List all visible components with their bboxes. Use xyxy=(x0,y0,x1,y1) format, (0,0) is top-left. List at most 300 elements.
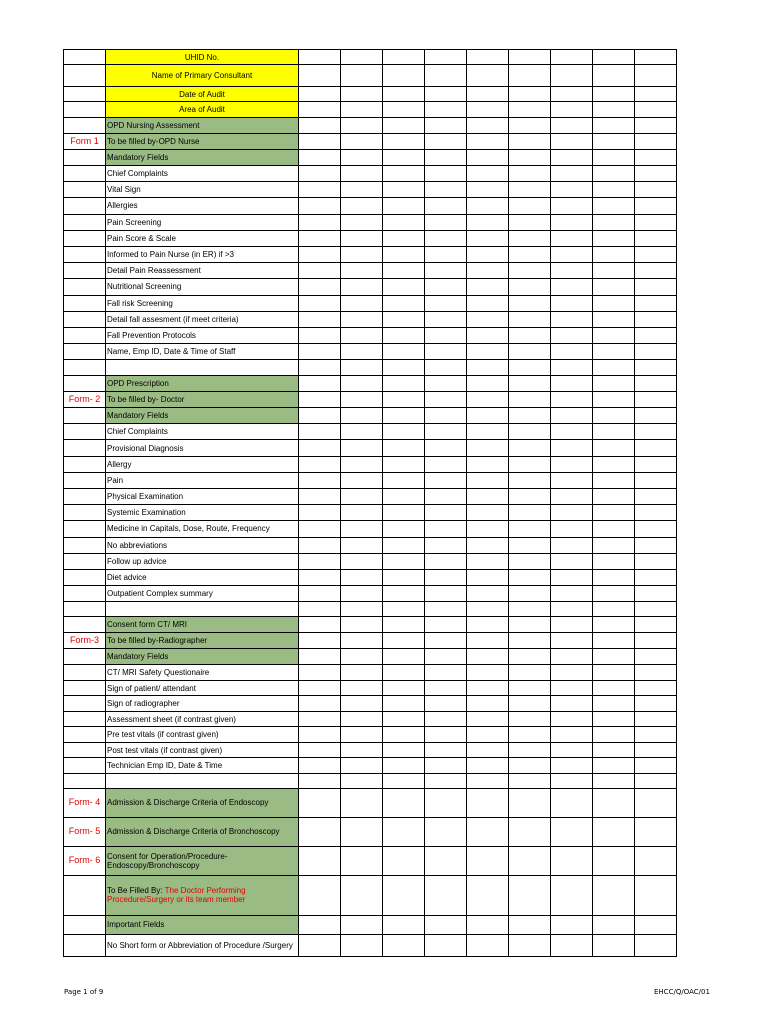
audit-cell[interactable] xyxy=(635,376,677,392)
audit-cell[interactable] xyxy=(299,569,341,585)
audit-cell[interactable] xyxy=(635,773,677,788)
audit-cell[interactable] xyxy=(467,472,509,488)
audit-cell[interactable] xyxy=(425,408,467,424)
audit-cell[interactable] xyxy=(593,711,635,727)
audit-cell[interactable] xyxy=(299,102,341,118)
audit-cell[interactable] xyxy=(551,456,593,472)
audit-cell[interactable] xyxy=(635,311,677,327)
audit-cell[interactable] xyxy=(509,408,551,424)
audit-cell[interactable] xyxy=(383,376,425,392)
audit-cell[interactable] xyxy=(299,424,341,440)
audit-cell[interactable] xyxy=(635,134,677,150)
audit-cell[interactable] xyxy=(551,246,593,262)
audit-cell[interactable] xyxy=(383,246,425,262)
audit-cell[interactable] xyxy=(467,50,509,65)
audit-cell[interactable] xyxy=(383,263,425,279)
audit-cell[interactable] xyxy=(593,246,635,262)
audit-cell[interactable] xyxy=(383,680,425,696)
audit-cell[interactable] xyxy=(299,617,341,633)
audit-cell[interactable] xyxy=(383,102,425,118)
audit-cell[interactable] xyxy=(509,649,551,665)
audit-cell[interactable] xyxy=(509,65,551,87)
audit-cell[interactable] xyxy=(425,489,467,505)
audit-cell[interactable] xyxy=(383,360,425,376)
audit-cell[interactable] xyxy=(551,505,593,521)
audit-cell[interactable] xyxy=(467,915,509,934)
audit-cell[interactable] xyxy=(341,87,383,102)
audit-cell[interactable] xyxy=(467,553,509,569)
audit-cell[interactable] xyxy=(383,665,425,681)
audit-cell[interactable] xyxy=(509,742,551,758)
audit-cell[interactable] xyxy=(635,230,677,246)
audit-cell[interactable] xyxy=(299,376,341,392)
audit-cell[interactable] xyxy=(383,50,425,65)
audit-cell[interactable] xyxy=(341,214,383,230)
audit-cell[interactable] xyxy=(341,102,383,118)
audit-cell[interactable] xyxy=(509,424,551,440)
audit-cell[interactable] xyxy=(425,360,467,376)
audit-cell[interactable] xyxy=(299,696,341,712)
audit-cell[interactable] xyxy=(635,696,677,712)
audit-cell[interactable] xyxy=(509,537,551,553)
audit-cell[interactable] xyxy=(467,360,509,376)
audit-cell[interactable] xyxy=(383,198,425,214)
audit-cell[interactable] xyxy=(593,758,635,774)
audit-cell[interactable] xyxy=(383,327,425,343)
audit-cell[interactable] xyxy=(341,537,383,553)
audit-cell[interactable] xyxy=(467,649,509,665)
audit-cell[interactable] xyxy=(467,537,509,553)
audit-cell[interactable] xyxy=(425,537,467,553)
audit-cell[interactable] xyxy=(383,633,425,649)
audit-cell[interactable] xyxy=(341,489,383,505)
audit-cell[interactable] xyxy=(551,934,593,956)
audit-cell[interactable] xyxy=(425,311,467,327)
audit-cell[interactable] xyxy=(593,846,635,875)
audit-cell[interactable] xyxy=(635,279,677,295)
audit-cell[interactable] xyxy=(425,934,467,956)
audit-cell[interactable] xyxy=(635,602,677,617)
audit-cell[interactable] xyxy=(383,424,425,440)
audit-cell[interactable] xyxy=(425,344,467,360)
audit-cell[interactable] xyxy=(341,586,383,602)
audit-cell[interactable] xyxy=(467,665,509,681)
audit-cell[interactable] xyxy=(299,680,341,696)
audit-cell[interactable] xyxy=(341,360,383,376)
audit-cell[interactable] xyxy=(425,166,467,182)
audit-cell[interactable] xyxy=(299,279,341,295)
audit-cell[interactable] xyxy=(593,344,635,360)
audit-cell[interactable] xyxy=(509,118,551,134)
audit-cell[interactable] xyxy=(551,553,593,569)
audit-cell[interactable] xyxy=(467,87,509,102)
audit-cell[interactable] xyxy=(299,150,341,166)
audit-cell[interactable] xyxy=(383,166,425,182)
audit-cell[interactable] xyxy=(425,214,467,230)
audit-cell[interactable] xyxy=(383,788,425,817)
audit-cell[interactable] xyxy=(551,424,593,440)
audit-cell[interactable] xyxy=(341,649,383,665)
audit-cell[interactable] xyxy=(299,230,341,246)
audit-cell[interactable] xyxy=(509,553,551,569)
audit-cell[interactable] xyxy=(341,505,383,521)
audit-cell[interactable] xyxy=(299,263,341,279)
audit-cell[interactable] xyxy=(299,166,341,182)
audit-cell[interactable] xyxy=(425,424,467,440)
audit-cell[interactable] xyxy=(551,230,593,246)
audit-cell[interactable] xyxy=(509,934,551,956)
audit-cell[interactable] xyxy=(635,553,677,569)
audit-cell[interactable] xyxy=(551,182,593,198)
audit-cell[interactable] xyxy=(467,489,509,505)
audit-cell[interactable] xyxy=(299,773,341,788)
audit-cell[interactable] xyxy=(383,408,425,424)
audit-cell[interactable] xyxy=(299,118,341,134)
audit-cell[interactable] xyxy=(383,537,425,553)
audit-cell[interactable] xyxy=(425,392,467,408)
audit-cell[interactable] xyxy=(341,279,383,295)
audit-cell[interactable] xyxy=(467,424,509,440)
audit-cell[interactable] xyxy=(425,788,467,817)
audit-cell[interactable] xyxy=(299,633,341,649)
audit-cell[interactable] xyxy=(341,472,383,488)
audit-cell[interactable] xyxy=(299,934,341,956)
audit-cell[interactable] xyxy=(509,214,551,230)
audit-cell[interactable] xyxy=(383,915,425,934)
audit-cell[interactable] xyxy=(509,773,551,788)
audit-cell[interactable] xyxy=(299,392,341,408)
audit-cell[interactable] xyxy=(425,102,467,118)
audit-cell[interactable] xyxy=(383,711,425,727)
audit-cell[interactable] xyxy=(383,649,425,665)
audit-cell[interactable] xyxy=(635,327,677,343)
audit-cell[interactable] xyxy=(425,456,467,472)
audit-cell[interactable] xyxy=(467,934,509,956)
audit-cell[interactable] xyxy=(467,65,509,87)
audit-cell[interactable] xyxy=(425,472,467,488)
audit-cell[interactable] xyxy=(299,649,341,665)
audit-cell[interactable] xyxy=(509,295,551,311)
audit-cell[interactable] xyxy=(299,295,341,311)
audit-cell[interactable] xyxy=(467,214,509,230)
audit-cell[interactable] xyxy=(635,344,677,360)
audit-cell[interactable] xyxy=(635,489,677,505)
audit-cell[interactable] xyxy=(593,392,635,408)
audit-cell[interactable] xyxy=(467,817,509,846)
audit-cell[interactable] xyxy=(635,198,677,214)
audit-cell[interactable] xyxy=(593,602,635,617)
audit-cell[interactable] xyxy=(635,360,677,376)
audit-cell[interactable] xyxy=(341,915,383,934)
audit-cell[interactable] xyxy=(467,230,509,246)
audit-cell[interactable] xyxy=(467,102,509,118)
audit-cell[interactable] xyxy=(383,134,425,150)
audit-cell[interactable] xyxy=(383,727,425,743)
audit-cell[interactable] xyxy=(467,727,509,743)
audit-cell[interactable] xyxy=(509,505,551,521)
audit-cell[interactable] xyxy=(509,182,551,198)
audit-cell[interactable] xyxy=(383,489,425,505)
audit-cell[interactable] xyxy=(341,230,383,246)
audit-cell[interactable] xyxy=(467,311,509,327)
audit-cell[interactable] xyxy=(593,553,635,569)
audit-cell[interactable] xyxy=(383,602,425,617)
audit-cell[interactable] xyxy=(551,166,593,182)
audit-cell[interactable] xyxy=(593,279,635,295)
audit-cell[interactable] xyxy=(635,742,677,758)
audit-cell[interactable] xyxy=(635,214,677,230)
audit-cell[interactable] xyxy=(551,392,593,408)
audit-cell[interactable] xyxy=(341,680,383,696)
audit-cell[interactable] xyxy=(509,696,551,712)
audit-cell[interactable] xyxy=(341,50,383,65)
audit-cell[interactable] xyxy=(509,680,551,696)
audit-cell[interactable] xyxy=(551,295,593,311)
audit-cell[interactable] xyxy=(551,773,593,788)
audit-cell[interactable] xyxy=(425,617,467,633)
audit-cell[interactable] xyxy=(467,711,509,727)
audit-cell[interactable] xyxy=(425,87,467,102)
audit-cell[interactable] xyxy=(593,665,635,681)
audit-cell[interactable] xyxy=(593,649,635,665)
audit-cell[interactable] xyxy=(341,788,383,817)
audit-cell[interactable] xyxy=(551,846,593,875)
audit-cell[interactable] xyxy=(467,788,509,817)
audit-cell[interactable] xyxy=(467,773,509,788)
audit-cell[interactable] xyxy=(341,758,383,774)
audit-cell[interactable] xyxy=(467,680,509,696)
audit-cell[interactable] xyxy=(509,230,551,246)
audit-cell[interactable] xyxy=(341,696,383,712)
audit-cell[interactable] xyxy=(509,344,551,360)
audit-cell[interactable] xyxy=(509,246,551,262)
audit-cell[interactable] xyxy=(467,602,509,617)
audit-cell[interactable] xyxy=(551,344,593,360)
audit-cell[interactable] xyxy=(593,680,635,696)
audit-cell[interactable] xyxy=(341,456,383,472)
audit-cell[interactable] xyxy=(425,376,467,392)
audit-cell[interactable] xyxy=(593,166,635,182)
audit-cell[interactable] xyxy=(551,537,593,553)
audit-cell[interactable] xyxy=(341,424,383,440)
audit-cell[interactable] xyxy=(383,569,425,585)
audit-cell[interactable] xyxy=(299,665,341,681)
audit-cell[interactable] xyxy=(593,773,635,788)
audit-cell[interactable] xyxy=(299,246,341,262)
audit-cell[interactable] xyxy=(467,182,509,198)
audit-cell[interactable] xyxy=(509,788,551,817)
audit-cell[interactable] xyxy=(509,263,551,279)
audit-cell[interactable] xyxy=(593,817,635,846)
audit-cell[interactable] xyxy=(383,344,425,360)
audit-cell[interactable] xyxy=(341,569,383,585)
audit-cell[interactable] xyxy=(635,665,677,681)
audit-cell[interactable] xyxy=(383,875,425,915)
audit-cell[interactable] xyxy=(551,376,593,392)
audit-cell[interactable] xyxy=(635,617,677,633)
audit-cell[interactable] xyxy=(341,376,383,392)
audit-cell[interactable] xyxy=(635,295,677,311)
audit-cell[interactable] xyxy=(551,742,593,758)
audit-cell[interactable] xyxy=(467,875,509,915)
audit-cell[interactable] xyxy=(551,758,593,774)
audit-cell[interactable] xyxy=(509,311,551,327)
audit-cell[interactable] xyxy=(425,633,467,649)
audit-cell[interactable] xyxy=(635,505,677,521)
audit-cell[interactable] xyxy=(425,680,467,696)
audit-cell[interactable] xyxy=(635,440,677,456)
audit-cell[interactable] xyxy=(509,456,551,472)
audit-cell[interactable] xyxy=(341,198,383,214)
audit-cell[interactable] xyxy=(593,617,635,633)
audit-cell[interactable] xyxy=(509,617,551,633)
audit-cell[interactable] xyxy=(299,472,341,488)
audit-cell[interactable] xyxy=(341,246,383,262)
audit-cell[interactable] xyxy=(383,440,425,456)
audit-cell[interactable] xyxy=(467,118,509,134)
audit-cell[interactable] xyxy=(509,102,551,118)
audit-cell[interactable] xyxy=(341,934,383,956)
audit-cell[interactable] xyxy=(467,344,509,360)
audit-cell[interactable] xyxy=(383,87,425,102)
audit-cell[interactable] xyxy=(635,118,677,134)
audit-cell[interactable] xyxy=(299,711,341,727)
audit-cell[interactable] xyxy=(593,87,635,102)
audit-cell[interactable] xyxy=(425,727,467,743)
audit-cell[interactable] xyxy=(635,65,677,87)
audit-cell[interactable] xyxy=(635,87,677,102)
audit-cell[interactable] xyxy=(551,633,593,649)
audit-cell[interactable] xyxy=(551,360,593,376)
audit-cell[interactable] xyxy=(425,846,467,875)
audit-cell[interactable] xyxy=(635,875,677,915)
audit-cell[interactable] xyxy=(341,263,383,279)
audit-cell[interactable] xyxy=(425,246,467,262)
audit-cell[interactable] xyxy=(467,758,509,774)
audit-cell[interactable] xyxy=(341,846,383,875)
audit-cell[interactable] xyxy=(593,440,635,456)
audit-cell[interactable] xyxy=(593,633,635,649)
audit-cell[interactable] xyxy=(551,198,593,214)
audit-cell[interactable] xyxy=(593,696,635,712)
audit-cell[interactable] xyxy=(593,915,635,934)
audit-cell[interactable] xyxy=(425,279,467,295)
audit-cell[interactable] xyxy=(383,392,425,408)
audit-cell[interactable] xyxy=(635,472,677,488)
audit-cell[interactable] xyxy=(341,134,383,150)
audit-cell[interactable] xyxy=(593,934,635,956)
audit-cell[interactable] xyxy=(299,408,341,424)
audit-cell[interactable] xyxy=(509,134,551,150)
audit-cell[interactable] xyxy=(593,537,635,553)
audit-cell[interactable] xyxy=(467,246,509,262)
audit-cell[interactable] xyxy=(299,788,341,817)
audit-cell[interactable] xyxy=(551,875,593,915)
audit-cell[interactable] xyxy=(593,182,635,198)
audit-cell[interactable] xyxy=(299,817,341,846)
audit-cell[interactable] xyxy=(551,440,593,456)
audit-cell[interactable] xyxy=(551,50,593,65)
audit-cell[interactable] xyxy=(341,295,383,311)
audit-cell[interactable] xyxy=(551,727,593,743)
audit-cell[interactable] xyxy=(383,586,425,602)
audit-cell[interactable] xyxy=(341,327,383,343)
audit-cell[interactable] xyxy=(509,150,551,166)
audit-cell[interactable] xyxy=(593,214,635,230)
audit-cell[interactable] xyxy=(299,537,341,553)
audit-cell[interactable] xyxy=(383,456,425,472)
audit-cell[interactable] xyxy=(551,602,593,617)
audit-cell[interactable] xyxy=(383,696,425,712)
audit-cell[interactable] xyxy=(425,742,467,758)
audit-cell[interactable] xyxy=(341,665,383,681)
audit-cell[interactable] xyxy=(341,182,383,198)
audit-cell[interactable] xyxy=(299,344,341,360)
audit-cell[interactable] xyxy=(635,263,677,279)
audit-cell[interactable] xyxy=(593,263,635,279)
audit-cell[interactable] xyxy=(425,553,467,569)
audit-cell[interactable] xyxy=(467,263,509,279)
audit-cell[interactable] xyxy=(383,279,425,295)
audit-cell[interactable] xyxy=(425,875,467,915)
audit-cell[interactable] xyxy=(551,696,593,712)
audit-cell[interactable] xyxy=(467,617,509,633)
audit-cell[interactable] xyxy=(299,489,341,505)
audit-cell[interactable] xyxy=(593,569,635,585)
audit-cell[interactable] xyxy=(593,360,635,376)
audit-cell[interactable] xyxy=(341,773,383,788)
audit-cell[interactable] xyxy=(509,472,551,488)
audit-cell[interactable] xyxy=(425,817,467,846)
audit-cell[interactable] xyxy=(551,65,593,87)
audit-cell[interactable] xyxy=(467,521,509,537)
audit-cell[interactable] xyxy=(551,263,593,279)
audit-cell[interactable] xyxy=(593,742,635,758)
audit-cell[interactable] xyxy=(635,408,677,424)
audit-cell[interactable] xyxy=(467,150,509,166)
audit-cell[interactable] xyxy=(425,586,467,602)
audit-cell[interactable] xyxy=(593,134,635,150)
audit-cell[interactable] xyxy=(509,817,551,846)
audit-cell[interactable] xyxy=(635,569,677,585)
audit-cell[interactable] xyxy=(299,87,341,102)
audit-cell[interactable] xyxy=(509,327,551,343)
audit-cell[interactable] xyxy=(593,586,635,602)
audit-cell[interactable] xyxy=(383,934,425,956)
audit-cell[interactable] xyxy=(341,633,383,649)
audit-cell[interactable] xyxy=(341,521,383,537)
audit-cell[interactable] xyxy=(467,392,509,408)
audit-cell[interactable] xyxy=(551,665,593,681)
audit-cell[interactable] xyxy=(425,602,467,617)
audit-cell[interactable] xyxy=(383,617,425,633)
audit-cell[interactable] xyxy=(383,817,425,846)
audit-cell[interactable] xyxy=(593,472,635,488)
audit-cell[interactable] xyxy=(509,758,551,774)
audit-cell[interactable] xyxy=(509,665,551,681)
audit-cell[interactable] xyxy=(593,150,635,166)
audit-cell[interactable] xyxy=(635,537,677,553)
audit-cell[interactable] xyxy=(425,711,467,727)
audit-cell[interactable] xyxy=(593,505,635,521)
audit-cell[interactable] xyxy=(593,230,635,246)
audit-cell[interactable] xyxy=(509,50,551,65)
audit-cell[interactable] xyxy=(299,727,341,743)
audit-cell[interactable] xyxy=(593,50,635,65)
audit-cell[interactable] xyxy=(635,788,677,817)
audit-cell[interactable] xyxy=(467,279,509,295)
audit-cell[interactable] xyxy=(635,166,677,182)
